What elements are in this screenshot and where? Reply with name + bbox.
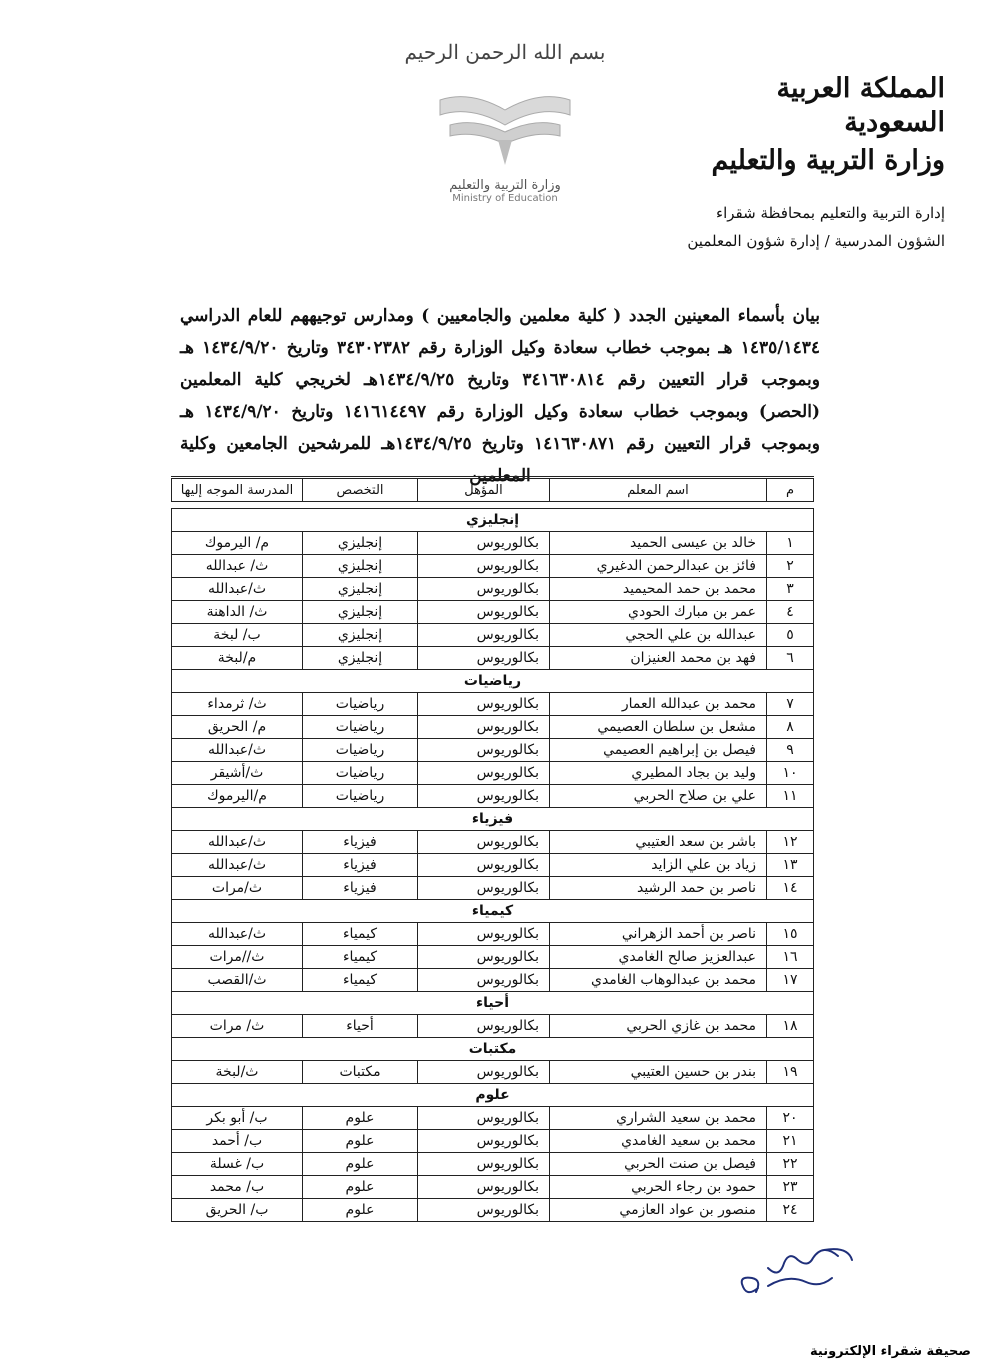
- qualification: بكالوريوس: [418, 647, 550, 670]
- row-number: ١٧: [767, 969, 814, 992]
- specialty: إنجليزي: [303, 578, 418, 601]
- table-row: [172, 785, 814, 808]
- row-number: ١٣: [767, 854, 814, 877]
- qualification: بكالوريوس: [418, 762, 550, 785]
- qualification: بكالوريوس: [418, 1130, 550, 1153]
- teacher-name: فهد بن محمد العنيزان: [550, 647, 767, 670]
- teacher-name: محمد بن حمد المحيميد: [550, 578, 767, 601]
- school-name: ث/ عبدالله: [172, 555, 303, 578]
- specialty: علوم: [303, 1107, 418, 1130]
- qualification: بكالوريوس: [418, 624, 550, 647]
- school-name: ب/ أحمد: [172, 1130, 303, 1153]
- qualification: بكالوريوس: [418, 1107, 550, 1130]
- qualification: بكالوريوس: [418, 739, 550, 762]
- school-name: م/اليرموك: [172, 785, 303, 808]
- row-number: ١٨: [767, 1015, 814, 1038]
- table-row: [172, 716, 814, 739]
- ministry-logo: [400, 40, 610, 204]
- table-row: [172, 693, 814, 716]
- qualification: بكالوريوس: [418, 1176, 550, 1199]
- row-number: ١٢: [767, 831, 814, 854]
- qualification: بكالوريوس: [418, 1153, 550, 1176]
- school-name: ب/ الحريق: [172, 1199, 303, 1222]
- specialty: رياضيات: [303, 739, 418, 762]
- row-number: ٣: [767, 578, 814, 601]
- section-title: رياضيات: [172, 670, 814, 693]
- table-body: [172, 509, 814, 1222]
- letterhead: [685, 72, 945, 252]
- qualification: بكالوريوس: [418, 601, 550, 624]
- table-row: [172, 877, 814, 900]
- teacher-name: حمود بن رجاء الحربي: [550, 1176, 767, 1199]
- row-number: ٢: [767, 555, 814, 578]
- teacher-name: عمر بن مبارك الحودي: [550, 601, 767, 624]
- school-name: ث/ مرات: [172, 1015, 303, 1038]
- school-name: ث/القصب: [172, 969, 303, 992]
- qualification: بكالوريوس: [418, 854, 550, 877]
- qualification: بكالوريوس: [418, 969, 550, 992]
- school-name: ث/عبدالله: [172, 831, 303, 854]
- signature-icon: [728, 1238, 868, 1308]
- section-row: [172, 1084, 814, 1107]
- teacher-name: فائز بن عبدالرحمن الدغيري: [550, 555, 767, 578]
- row-number: ٤: [767, 601, 814, 624]
- section-title: فيزياء: [172, 808, 814, 831]
- table-row: [172, 532, 814, 555]
- school-name: ب/ أبو بكر: [172, 1107, 303, 1130]
- row-number: ٢٤: [767, 1199, 814, 1222]
- table-row: [172, 762, 814, 785]
- qualification: بكالوريوس: [418, 578, 550, 601]
- row-number: ١٩: [767, 1061, 814, 1084]
- document-title: بيان بأسماء المعينين الجدد ( كلية معلمين والجامعيين ) ومدارس توجيههم للعام الدراسي ١٤٣٥/١٤٣٤ هـ بموجب خطاب سعادة وكيل الوزارة رقم ٣٤٣٠٢٣٨٢ وتاريخ ١٤٣٤/٩/٢٠ هـ وبموجب قرار التعيين رقم ٣٤١٦٣٠٨١٤ وتاريخ ١٤٣٤/٩/٢٥هـ لخريجي كلية المعلمين (الحصر) وبموجب خطاب سعادة وكيل الوزارة رقم ١٤١٦١٤٤٩٧ وتاريخ ١٤٣٤/٩/٢٠ هـ وبموجب قرار التعيين رقم ١٤١٦٣٠٨٧١ وتاريخ ١٤٣٤/٩/٢٥هـ للمرشحين الجامعين وكلية المعلمين: [180, 306, 821, 486]
- teacher-name: وليد بن بجاد المطيري: [550, 762, 767, 785]
- header-qualification: المؤهل: [418, 478, 550, 502]
- teacher-name: محمد بن سعيد الغامدي: [550, 1130, 767, 1153]
- school-name: ث/عبدالله: [172, 739, 303, 762]
- specialty: أحياء: [303, 1015, 418, 1038]
- qualification: بكالوريوس: [418, 1199, 550, 1222]
- qualification: بكالوريوس: [418, 831, 550, 854]
- specialty: إنجليزي: [303, 624, 418, 647]
- teacher-name: خالد بن عيسى الحميد: [550, 532, 767, 555]
- division-name: الشؤون المدرسية / إدارة شؤون المعلمين: [687, 232, 945, 250]
- teacher-name: عبدالعزيز صالح الغامدي: [550, 946, 767, 969]
- table-row: [172, 969, 814, 992]
- specialty: كيمياء: [303, 946, 418, 969]
- school-name: ث/مرات: [172, 877, 303, 900]
- teacher-name: ناصر بن أحمد الزهراني: [550, 923, 767, 946]
- section-title: علوم: [172, 1084, 814, 1107]
- row-number: ٦: [767, 647, 814, 670]
- qualification: بكالوريوس: [418, 1015, 550, 1038]
- school-name: ث/عبدالله: [172, 578, 303, 601]
- table-row: [172, 1153, 814, 1176]
- qualification: بكالوريوس: [418, 532, 550, 555]
- teacher-name: باشر بن سعد العتيبي: [550, 831, 767, 854]
- logo-ministry-en: Ministry of Education: [452, 193, 558, 204]
- qualification: بكالوريوس: [418, 923, 550, 946]
- specialty: فيزياء: [303, 877, 418, 900]
- table-row: [172, 555, 814, 578]
- table-row: [172, 739, 814, 762]
- teachers-table: [172, 476, 814, 1222]
- header-specialty: التخصص: [303, 478, 418, 502]
- section-row: [172, 509, 814, 532]
- table-row: [172, 1199, 814, 1222]
- section-title: كيمياء: [172, 900, 814, 923]
- row-number: ١٦: [767, 946, 814, 969]
- teacher-name: محمد بن سعيد الشراري: [550, 1107, 767, 1130]
- qualification: بكالوريوس: [418, 946, 550, 969]
- table-row: [172, 1107, 814, 1130]
- kingdom-name: المملكة العربية السعودية: [776, 73, 945, 138]
- specialty: إنجليزي: [303, 647, 418, 670]
- section-row: [172, 1038, 814, 1061]
- school-name: ب/ لبخة: [172, 624, 303, 647]
- qualification: بكالوريوس: [418, 877, 550, 900]
- table-row: [172, 601, 814, 624]
- section-row: [172, 900, 814, 923]
- section-row: [172, 808, 814, 831]
- specialty: رياضيات: [303, 762, 418, 785]
- specialty: رياضيات: [303, 785, 418, 808]
- teacher-name: فيصل بن إبراهيم العصيمي: [550, 739, 767, 762]
- school-name: ث//مرات: [172, 946, 303, 969]
- row-number: ١٥: [767, 923, 814, 946]
- specialty: رياضيات: [303, 693, 418, 716]
- ministry-name: وزارة التربية والتعليم: [711, 145, 945, 176]
- row-number: ٥: [767, 624, 814, 647]
- row-number: ٢٠: [767, 1107, 814, 1130]
- specialty: مكتبات: [303, 1061, 418, 1084]
- specialty: إنجليزي: [303, 601, 418, 624]
- basmala: بسم الله الرحمن الرحيم: [404, 40, 606, 64]
- school-name: ث/عبدالله: [172, 923, 303, 946]
- specialty: فيزياء: [303, 831, 418, 854]
- school-name: ث/ ثرمداء: [172, 693, 303, 716]
- qualification: بكالوريوس: [418, 716, 550, 739]
- table-row: [172, 647, 814, 670]
- specialty: علوم: [303, 1153, 418, 1176]
- school-name: م/ الحريق: [172, 716, 303, 739]
- row-number: ٢٢: [767, 1153, 814, 1176]
- table-header-row: [172, 478, 814, 502]
- section-title: إنجليزي: [172, 509, 814, 532]
- school-name: م/لبخة: [172, 647, 303, 670]
- header-school: المدرسة الموجه إليها: [172, 478, 303, 502]
- specialty: فيزياء: [303, 854, 418, 877]
- section-row: [172, 670, 814, 693]
- row-number: ١١: [767, 785, 814, 808]
- row-number: ٨: [767, 716, 814, 739]
- school-name: م/ اليرموك: [172, 532, 303, 555]
- teacher-name: محمد بن عبدالوهاب الغامدي: [550, 969, 767, 992]
- book-emblem-icon: [430, 70, 580, 180]
- school-name: ث/أشيقر: [172, 762, 303, 785]
- table-row: [172, 946, 814, 969]
- school-name: ب/ محمد: [172, 1176, 303, 1199]
- section-title: أحياء: [172, 992, 814, 1015]
- teacher-name: علي بن صلاح الحربي: [550, 785, 767, 808]
- teacher-name: زياد بن علي الزايد: [550, 854, 767, 877]
- header-spacer: [172, 502, 814, 509]
- specialty: كيمياء: [303, 923, 418, 946]
- table-row: [172, 854, 814, 877]
- table-row: [172, 1130, 814, 1153]
- table-row: [172, 624, 814, 647]
- school-name: ث/ الداهنة: [172, 601, 303, 624]
- row-number: ١: [767, 532, 814, 555]
- table-row: [172, 923, 814, 946]
- qualification: بكالوريوس: [418, 693, 550, 716]
- specialty: كيمياء: [303, 969, 418, 992]
- teacher-name: منصور بن عواد العازمي: [550, 1199, 767, 1222]
- table-row: [172, 1061, 814, 1084]
- specialty: إنجليزي: [303, 532, 418, 555]
- teacher-name: ناصر بن حمد الرشيد: [550, 877, 767, 900]
- row-number: ٧: [767, 693, 814, 716]
- section-row: [172, 992, 814, 1015]
- table-row: [172, 1015, 814, 1038]
- row-number: ١٤: [767, 877, 814, 900]
- specialty: علوم: [303, 1176, 418, 1199]
- teacher-name: محمد بن عبدالله العمار: [550, 693, 767, 716]
- section-title: مكتبات: [172, 1038, 814, 1061]
- teacher-name: مشعل بن سلطان العصيمي: [550, 716, 767, 739]
- row-number: ٢١: [767, 1130, 814, 1153]
- specialty: رياضيات: [303, 716, 418, 739]
- teacher-name: محمد بن غازي الحربي: [550, 1015, 767, 1038]
- table-row: [172, 831, 814, 854]
- qualification: بكالوريوس: [418, 555, 550, 578]
- table-row: [172, 578, 814, 601]
- table-row: [172, 1176, 814, 1199]
- school-name: ب/ غسلة: [172, 1153, 303, 1176]
- row-number: ٩: [767, 739, 814, 762]
- teacher-name: فيصل بن صنت الحربي: [550, 1153, 767, 1176]
- header-name: اسم المعلم: [550, 478, 767, 502]
- specialty: علوم: [303, 1199, 418, 1222]
- footer-source: صحيفة شقراء الإلكترونية: [810, 1344, 971, 1359]
- qualification: بكالوريوس: [418, 1061, 550, 1084]
- row-number: ٢٣: [767, 1176, 814, 1199]
- teacher-name: عبدالله بن علي الحجي: [550, 624, 767, 647]
- row-number: ١٠: [767, 762, 814, 785]
- school-name: ث/عبدالله: [172, 854, 303, 877]
- department-name: إدارة التربية والتعليم بمحافظة شقراء: [716, 204, 945, 222]
- specialty: علوم: [303, 1130, 418, 1153]
- header-num: م: [767, 478, 814, 502]
- specialty: إنجليزي: [303, 555, 418, 578]
- qualification: بكالوريوس: [418, 785, 550, 808]
- teacher-name: بندر بن حسين العتيبي: [550, 1061, 767, 1084]
- school-name: ث/لبخة: [172, 1061, 303, 1084]
- logo-ministry-ar: وزارة التربية والتعليم: [449, 178, 561, 193]
